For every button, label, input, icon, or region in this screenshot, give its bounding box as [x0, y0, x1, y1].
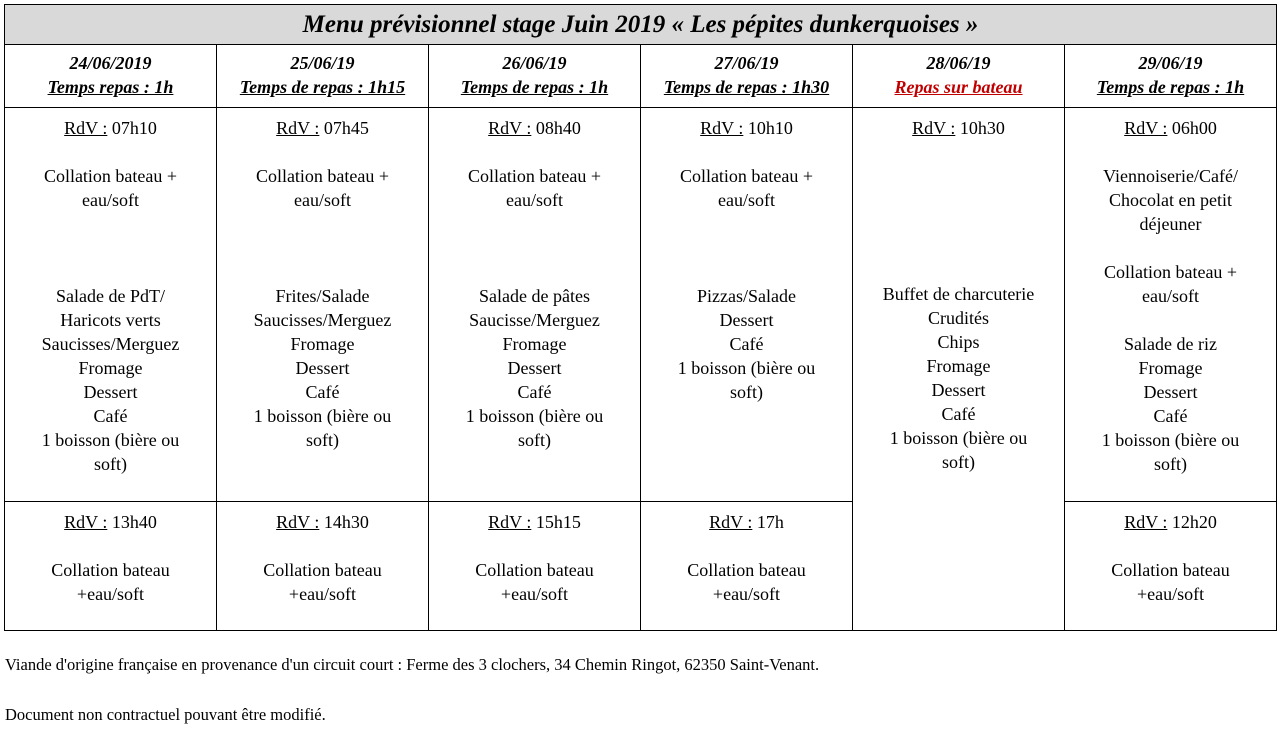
menu-item: Dessert [719, 310, 774, 330]
rdv-label: RdV : [64, 512, 108, 532]
menu-item: Collation bateau [263, 560, 382, 580]
rdv-line [217, 116, 428, 140]
menu-item: soft) [730, 382, 763, 402]
afternoon-row [5, 502, 1277, 631]
menu-item: soft) [306, 430, 339, 450]
menu-item: Café [1153, 406, 1188, 426]
menu-item: +eau/soft [712, 584, 781, 604]
menu-item: Fromage [290, 334, 355, 354]
rdv-label: RdV : [488, 118, 532, 138]
menu-block [217, 164, 428, 212]
morning-row [5, 108, 1277, 502]
rdv-time: 06h00 [1167, 118, 1217, 138]
day-date: 28/06/19 [926, 53, 991, 73]
day-header [641, 45, 853, 108]
menu-item: +eau/soft [76, 584, 145, 604]
meal-duration: Temps de repas : 1h15 [239, 77, 406, 97]
menu-item: soft) [518, 430, 551, 450]
menu-item: Collation bateau [687, 560, 806, 580]
menu-item: Collation bateau [51, 560, 170, 580]
menu-item: 1 boisson (bière ou [677, 358, 816, 378]
menu-block [429, 284, 640, 452]
day-header [1065, 45, 1277, 108]
rdv-line [217, 510, 428, 534]
menu-block [641, 236, 852, 260]
rdv-label: RdV : [709, 512, 753, 532]
menu-item: soft) [1154, 454, 1188, 474]
menu-item: Café [93, 406, 128, 426]
menu-item: Collation bateau + [679, 166, 814, 186]
menu-item: Fromage [1138, 358, 1203, 378]
menu-item: Collation bateau + [1103, 262, 1238, 282]
menu-block [1065, 164, 1276, 236]
day-full-cell [853, 108, 1065, 631]
rdv-time: 07h45 [319, 118, 369, 138]
menu-item: eau/soft [718, 190, 775, 210]
menu-item: eau/soft [294, 190, 351, 210]
rdv-line [429, 510, 640, 534]
menu-item: Collation bateau + [43, 166, 178, 186]
rdv-line [1065, 510, 1276, 534]
afternoon-cell [641, 502, 853, 631]
rdv-line [1065, 116, 1276, 140]
menu-title: Menu prévisionnel stage Juin 2019 « Les pépites dunkerquoises » [5, 5, 1277, 45]
menu-item: Saucisses/Merguez [41, 334, 180, 354]
day-header [5, 45, 217, 108]
menu-item: Collation bateau + [255, 166, 390, 186]
menu-block [5, 558, 216, 606]
menu-item: Chocolat en petit [1109, 190, 1233, 210]
day-date: 25/06/19 [290, 53, 355, 73]
afternoon-cell [217, 502, 429, 631]
menu-item: Fromage [78, 358, 143, 378]
menu-item: Saucisse/Merguez [469, 310, 600, 330]
rdv-line [429, 116, 640, 140]
menu-item: Dessert [83, 382, 138, 402]
menu-item: Salade de riz [1124, 334, 1217, 354]
rdv-time: 12h20 [1167, 512, 1217, 532]
morning-cell [1065, 108, 1277, 502]
menu-item: Saucisses/Merguez [253, 310, 392, 330]
menu-item: Dessert [507, 358, 562, 378]
note-origin: Viande d'origine française en provenance d'un circuit court : Ferme des 3 clochers, 34 Chemin Ringot, 62350 Saint-Venant. [5, 655, 820, 674]
menu-item: Viennoiserie/Café/ [1103, 166, 1238, 186]
day-date: 24/06/2019 [69, 53, 152, 73]
rdv-line [5, 510, 216, 534]
rdv-time: 10h30 [955, 118, 1005, 138]
menu-block [641, 164, 852, 212]
menu-block [429, 236, 640, 260]
menu-item: Fromage [502, 334, 567, 354]
day-header [853, 45, 1065, 108]
menu-item: Café [729, 334, 764, 354]
menu-item: +eau/soft [288, 584, 357, 604]
menu-item: Chips [937, 332, 980, 352]
menu-item: Café [941, 404, 976, 424]
rdv-label: RdV : [64, 118, 108, 138]
menu-item: Collation bateau [475, 560, 594, 580]
rdv-time: 17h [752, 512, 784, 532]
menu-item: 1 boisson (bière ou [465, 406, 604, 426]
menu-item: eau/soft [1142, 286, 1200, 306]
menu-item: Pizzas/Salade [697, 286, 796, 306]
rdv-time: 13h40 [107, 512, 157, 532]
menu-block [5, 236, 216, 260]
menu-item: Dessert [295, 358, 350, 378]
meal-duration: Temps repas : 1h [47, 77, 174, 97]
menu-item: Dessert [931, 380, 986, 400]
morning-cell [429, 108, 641, 502]
rdv-label: RdV : [276, 512, 320, 532]
menu-item: Fromage [926, 356, 991, 376]
menu-item: Salade de pâtes [479, 286, 590, 306]
menu-item: Dessert [1143, 382, 1198, 402]
menu-item: Crudités [928, 308, 989, 328]
rdv-label: RdV : [488, 512, 532, 532]
meal-duration: Temps de repas : 1h [460, 77, 609, 97]
menu-item: eau/soft [82, 190, 139, 210]
menu-block [1065, 558, 1276, 606]
rdv-line [5, 116, 216, 140]
menu-block [641, 558, 852, 606]
menu-item: Collation bateau [1111, 560, 1230, 580]
menu-block [1065, 332, 1276, 476]
menu-block [5, 284, 216, 476]
rdv-line [853, 116, 1064, 140]
rdv-label: RdV : [276, 118, 320, 138]
day-date: 26/06/19 [502, 53, 567, 73]
menu-item: 1 boisson (bière ou [253, 406, 392, 426]
afternoon-cell [5, 502, 217, 631]
rdv-label: RdV : [1124, 118, 1168, 138]
afternoon-cell [1065, 502, 1277, 631]
menu-item: 1 boisson (bière ou [1101, 430, 1240, 450]
menu-block [5, 164, 216, 212]
day-header [429, 45, 641, 108]
afternoon-cell [429, 502, 641, 631]
menu-block [217, 284, 428, 452]
menu-item: Frites/Salade [275, 286, 370, 306]
menu-item: eau/soft [506, 190, 563, 210]
rdv-line [641, 116, 852, 140]
rdv-time: 07h10 [107, 118, 157, 138]
menu-item: Haricots verts [60, 310, 161, 330]
header-row [5, 45, 1277, 108]
menu-block [217, 236, 428, 260]
rdv-label: RdV : [700, 118, 744, 138]
note-disclaimer: Document non contractuel pouvant être modifié. [5, 705, 326, 724]
morning-cell [217, 108, 429, 502]
menu-item: soft) [942, 452, 975, 472]
menu-block [853, 282, 1064, 474]
day-date: 27/06/19 [714, 53, 779, 73]
day-header [217, 45, 429, 108]
rdv-time: 10h10 [743, 118, 793, 138]
rdv-label: RdV : [912, 118, 956, 138]
menu-item: soft) [94, 454, 127, 474]
menu-item: +eau/soft [500, 584, 569, 604]
rdv-time: 08h40 [531, 118, 581, 138]
menu-block [641, 284, 852, 404]
menu-item: Café [305, 382, 340, 402]
menu-block [429, 558, 640, 606]
rdv-time: 14h30 [319, 512, 369, 532]
rdv-line [641, 510, 852, 534]
meal-duration: Repas sur bateau [894, 77, 1023, 97]
rdv-time: 15h15 [531, 512, 581, 532]
meal-duration: Temps de repas : 1h [1096, 77, 1245, 97]
menu-block [429, 164, 640, 212]
morning-cell [641, 108, 853, 502]
menu-item: Salade de PdT/ [56, 286, 165, 306]
morning-cell [5, 108, 217, 502]
day-date: 29/06/19 [1138, 53, 1203, 73]
menu-item: +eau/soft [1136, 584, 1205, 604]
menu-item: Collation bateau + [467, 166, 602, 186]
meal-duration: Temps de repas : 1h30 [663, 77, 830, 97]
menu-block [1065, 260, 1276, 308]
menu-item: 1 boisson (bière ou [41, 430, 180, 450]
menu-item: déjeuner [1139, 214, 1202, 234]
menu-item: Café [517, 382, 552, 402]
menu-table [4, 4, 1277, 631]
menu-item: Buffet de charcuterie [882, 284, 1035, 304]
rdv-label: RdV : [1124, 512, 1168, 532]
menu-block [217, 558, 428, 606]
menu-item: 1 boisson (bière ou [889, 428, 1028, 448]
